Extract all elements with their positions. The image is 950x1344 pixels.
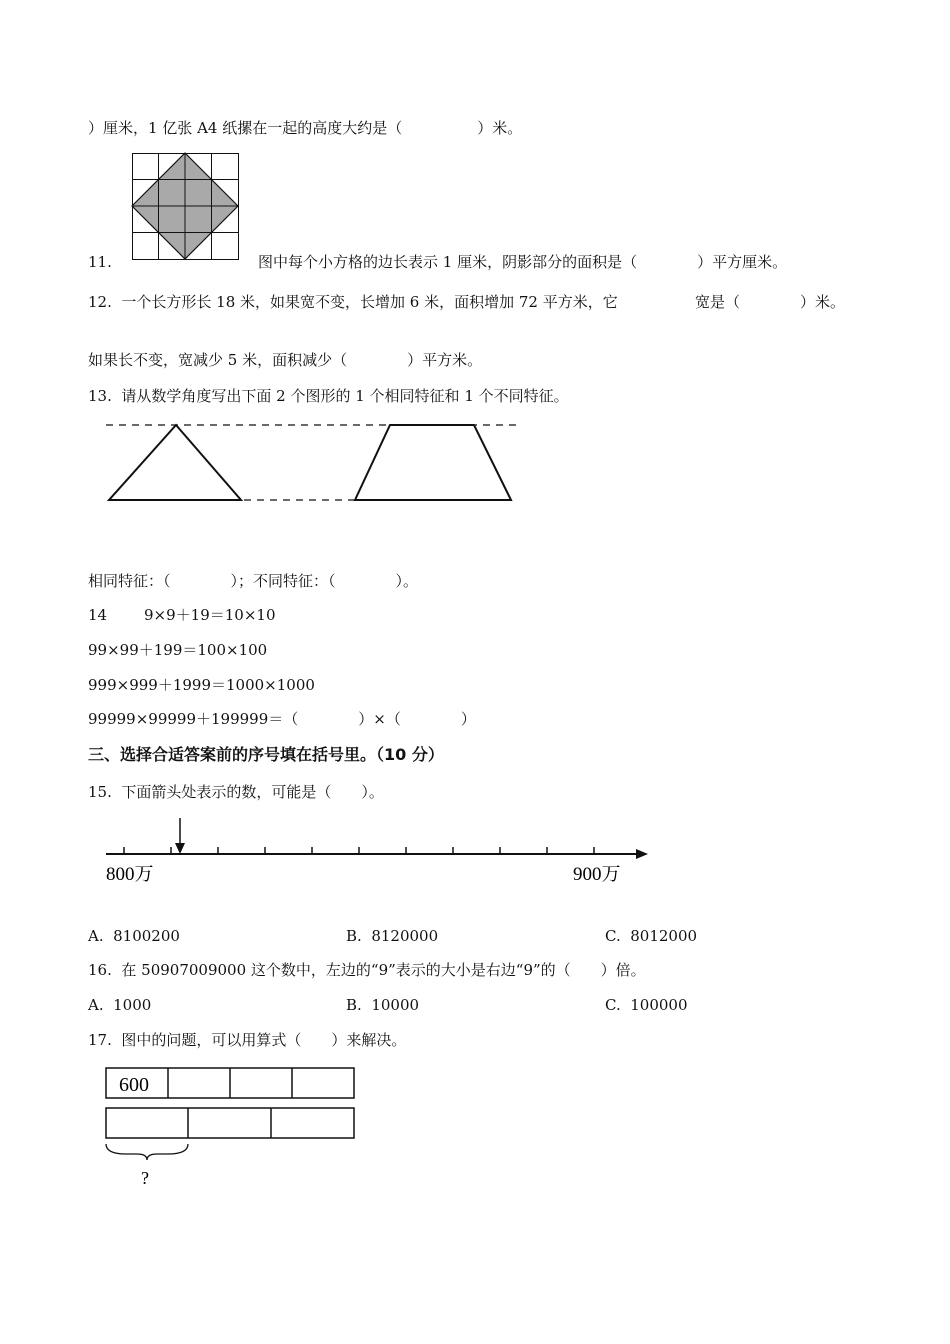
triangle — [109, 425, 241, 500]
q12-line1: 12. 一个长方形长 18 米，如果宽不变，长增加 6 米，面积增加 72 平方米，它 — [88, 293, 618, 311]
q16-option-a: A. 1000 — [88, 996, 152, 1014]
q14-line4: 99999×99999＋199999＝（ ）×（ ） — [88, 710, 476, 728]
q13-answer: 相同特征：（ ）；不同特征：（ ）。 — [88, 572, 419, 590]
section-3-heading: 三、选择合适答案前的序号填在括号里。（10 分） — [88, 745, 444, 764]
q10-continuation: ）厘米，1 亿张 A4 纸摞在一起的高度大约是（ ）米。 — [88, 119, 523, 137]
q14-line1: 9×9＋19＝10×10 — [144, 606, 276, 624]
q12-line2: 如果长不变，宽减少 5 米，面积减少（ ）平方米。 — [88, 351, 483, 369]
q15-option-c: C. 8012000 — [605, 927, 698, 945]
bar-value-label: 600 — [119, 1074, 149, 1096]
q13-text: 13. 请从数学角度写出下面 2 个图形的 1 个相同特征和 1 个不同特征。 — [88, 387, 569, 405]
q15-option-a: A. 8100200 — [88, 927, 180, 945]
tick-marks — [124, 847, 594, 854]
number-line — [104, 816, 654, 888]
q15-option-b: B. 8120000 — [346, 927, 439, 945]
q11-text: 图中每个小方格的边长表示 1 厘米，阴影部分的面积是（ ）平方厘米。 — [258, 253, 788, 271]
q16-option-b: B. 10000 — [346, 996, 420, 1014]
q15-text: 15. 下面箭头处表示的数，可能是（ ）。 — [88, 783, 384, 801]
axis-arrowhead — [636, 849, 648, 859]
q11-number: 11. — [88, 253, 112, 271]
bottom-bar — [106, 1108, 354, 1138]
pointer-arrow-head — [175, 843, 185, 854]
bar-model — [104, 1066, 360, 1190]
q16-option-c: C. 100000 — [605, 996, 688, 1014]
brace — [106, 1144, 188, 1160]
q14-line2: 99×99＋199＝100×100 — [88, 641, 268, 659]
question-mark: ? — [141, 1168, 149, 1188]
shapes-figure — [104, 420, 520, 504]
right-label: 900万 — [573, 864, 621, 885]
q16-text: 16. 在 50907009000 这个数中，左边的“9”表示的大小是右边“9”的（ ）倍。 — [88, 961, 646, 979]
grid-figure — [132, 153, 240, 261]
q14-line3: 999×999＋1999＝1000×1000 — [88, 676, 315, 694]
q12-line1-end: 宽是（ ）米。 — [695, 293, 846, 311]
q14-number: 14 — [88, 606, 108, 624]
q17-text: 17. 图中的问题，可以用算式（ ）来解决。 — [88, 1031, 407, 1049]
grid-lines — [132, 153, 239, 260]
left-label: 800万 — [106, 864, 154, 885]
trapezoid — [355, 425, 511, 500]
